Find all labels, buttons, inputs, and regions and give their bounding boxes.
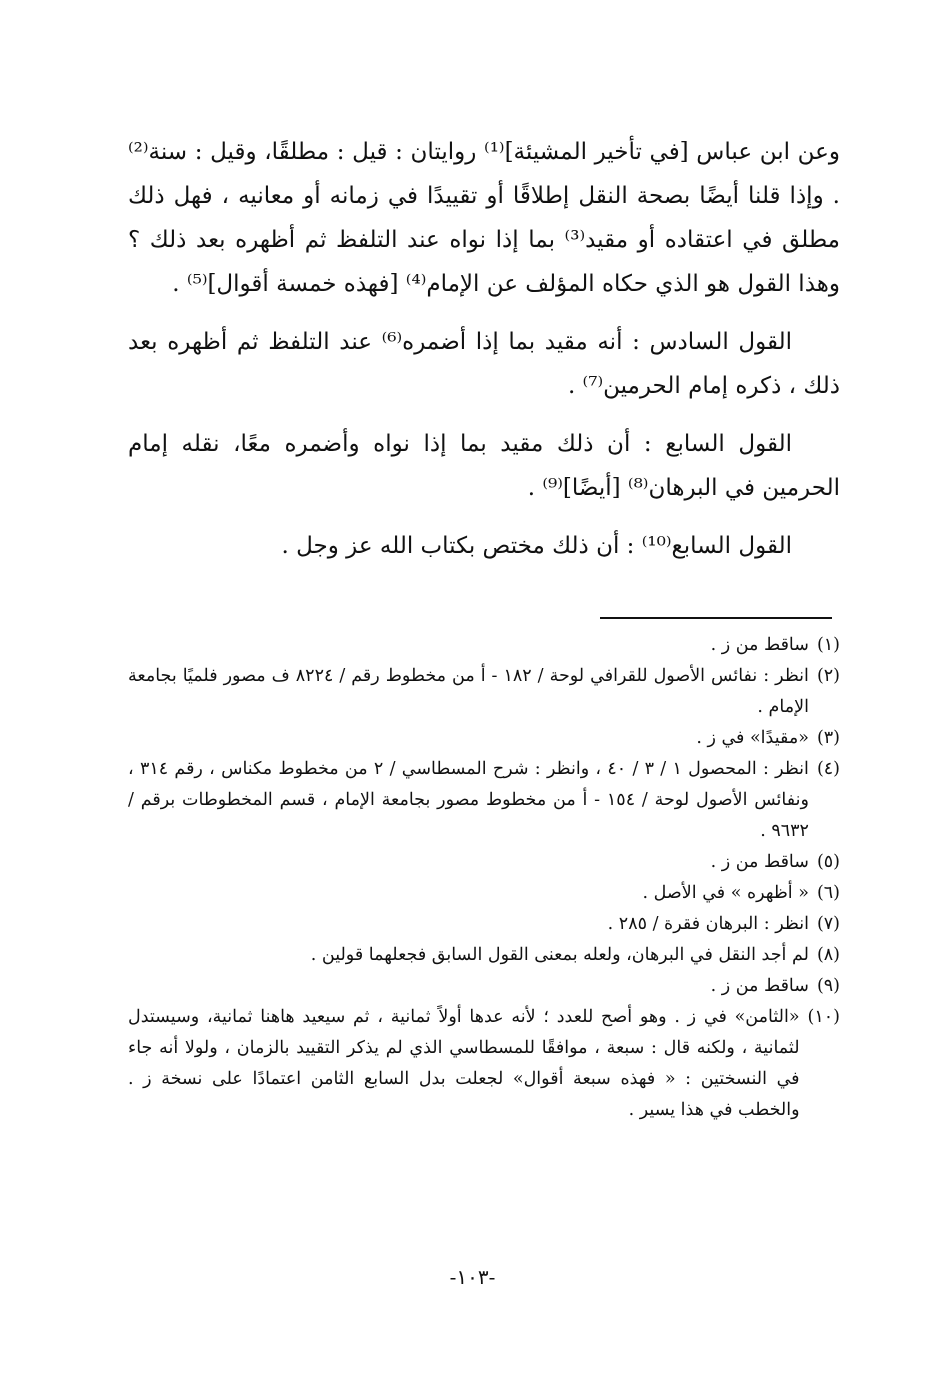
footnote-text: «الثامن» في ز . وهو أصح للعدد ؛ لأنه عدها أولاً ثمانية ، ثم سيعيد هاهنا ثمانية، وسيستدل لثمانية ، ولكنه قال : سبعة ، موافقًا للمسطاسي الذي لم يذكر التقييد بالزمان ، ولولا أنه جاء في النسختين : « فهذه سبعة أقوال» لجعلت بدل السابع الثامن اعتمادًا على نسخة ز . والخطب في هذا يسير . — [128, 1007, 800, 1120]
footnote-1 — [128, 630, 840, 661]
footnote-text: لم أجد النقل في البرهان، ولعله بمعنى القول السابق فجعلهما قولين . — [310, 945, 809, 965]
footnote-9 — [128, 971, 840, 1002]
footnote-6 — [128, 878, 840, 909]
footnote-7 — [128, 909, 840, 940]
footnote-number: (١) — [816, 635, 840, 655]
main-text — [128, 130, 840, 582]
footnote-number: (٥) — [816, 852, 840, 872]
paragraph-ibn-abbas: وعن ابن عباس [في تأخير المشيئة]⁽¹⁾ روايتان : قيل : مطلقًا، وقيل : سنة⁽²⁾ . وإذا قلنا أيضًا بصحة النقل إطلاقًا أو تقييدًا في زمانه أو معانيه ، فهل ذلك مطلق في اعتقاده أو مقيد⁽³⁾ بما إذا نواه عند التلفظ ثم أظهره بعد ذلك ؟ وهذا القول هو الذي حكاه المؤلف عن الإمام⁽⁴⁾ [فهذه خمسة أقوال]⁽⁵⁾ . — [128, 139, 840, 297]
footnote-2 — [128, 661, 840, 723]
footnote-text: انظر : المحصول ١ / ٣ / ٤٠ ، وانظر : شرح المسطاسي / ٢ من مخطوط مكناس ، رقم ٣١٤ ، ونفائس الأصول لوحة / ١٥٤ - أ من مخطوط مصور بجامعة الإمام ، قسم المخطوطات برقم / ٩٦٣٢ . — [128, 759, 809, 841]
footnote-10 — [128, 1002, 840, 1126]
paragraph-seventh-opinion: القول السابع : أن ذلك مقيد بما إذا نواه وأضمره معًا، نقله إمام الحرمين في البرهان⁽⁸⁾ [أيضًا]⁽⁹⁾ . — [128, 431, 840, 501]
footnote-number: (٦) — [816, 883, 840, 903]
footnote-number: (٩) — [816, 976, 840, 996]
footnote-number: (٧) — [816, 914, 840, 934]
footnote-text: ساقط من ز . — [710, 635, 809, 655]
footnote-number: (٢) — [816, 666, 840, 686]
footnote-4 — [128, 754, 840, 847]
footnote-text: « أظهره » في الأصل . — [642, 883, 809, 903]
footnote-text: انظر : البرهان فقرة / ٢٨٥ . — [607, 914, 809, 934]
footnote-number: (٤) — [816, 759, 840, 779]
footnote-8 — [128, 940, 840, 971]
footnotes — [128, 630, 840, 1126]
footnote-5 — [128, 847, 840, 878]
footnote-text: ساقط من ز . — [710, 852, 809, 872]
footnote-number: (١٠) — [807, 1007, 840, 1027]
footnote-text: ساقط من ز . — [710, 976, 809, 996]
footnote-text: انظر : نفائس الأصول للقرافي لوحة / ١٨٢ - أ من مخطوط رقم / ٨٢٢٤ ف مصور فلميًا بجامعة الإمام . — [128, 666, 809, 717]
footnote-divider — [600, 617, 832, 619]
paragraph-seventh-opinion-book: القول السابع⁽¹⁰⁾ : أن ذلك مختص بكتاب الله عز وجل . — [281, 533, 792, 559]
page-number: -١٠٣- — [449, 1265, 496, 1289]
paragraph-sixth-opinion: القول السادس : أنه مقيد بما إذا أضمره⁽⁶⁾ عند التلفظ ثم أظهره بعد ذلك ، ذكره إمام الحرمين⁽⁷⁾ . — [128, 329, 840, 399]
footnote-number: (٨) — [816, 945, 840, 965]
footnote-3 — [128, 723, 840, 754]
footnote-text: «مقيدًا» في ز . — [696, 728, 809, 748]
footnote-number: (٣) — [816, 728, 840, 748]
